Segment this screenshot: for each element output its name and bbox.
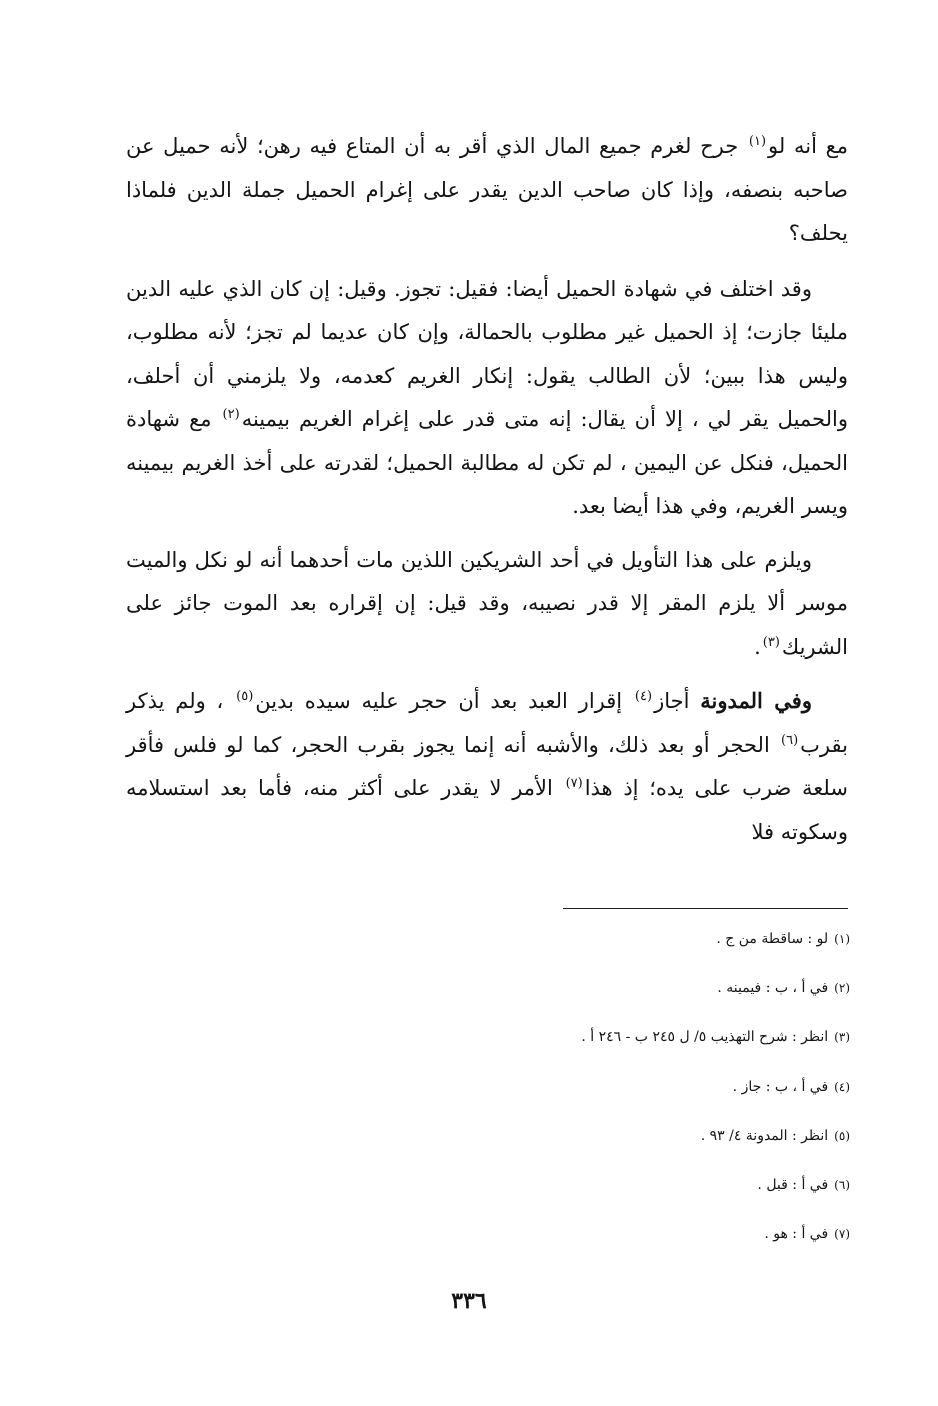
footnote-7: [250, 1217, 850, 1251]
paragraph-4-text-a: أجاز: [654, 689, 690, 713]
footnote-ref-6[interactable]: (٦): [781, 732, 799, 748]
paragraph-1-text-b: جرح لغرم جميع المال الذي أقر به أن المتاع فيه رهن؛ لأنه حميل عن صاحبه بنصفه، وإذا كان صاحب الدين يقدر على إغرام الحميل جملة الدين فلماذا يحلف؟: [126, 134, 848, 245]
paragraph-4-text-d: الحجر أو بعد ذلك، والأشبه أنه إنما يجوز بقرب الحجر، كما لو فلس فأقر سلعة ضرب على يده؛ إذ هذا: [126, 732, 848, 800]
footnote-text: في أ ، ب : فيمينه .: [717, 980, 829, 997]
paragraph-3-text-a: ويلزم على هذا التأويل في أحد الشريكين اللذين مات أحدهما أنه لو نكل والميت موسر ألا يلزم المقر إلا قدر نصيبه، وقد قيل: إن إقراره بعد الموت جائز على الشريك: [126, 547, 848, 659]
footnote-text: في أ : قبل .: [757, 1176, 829, 1193]
footnote-text: في أ ، ب : جاز .: [732, 1078, 829, 1095]
paragraph-4-text-e: الأمر لا يقدر على أكثر منه، فأما بعد استسلامه وسكوته فلا: [126, 776, 848, 844]
footnote-ref-1[interactable]: (١): [748, 134, 767, 149]
paragraph-2-text-a: وقد اختلف في شهادة الحميل أيضا: فقيل: تجوز. وقيل: إن كان الذي عليه الدين مليئا جازت؛ إذ الحميل غير مطلوب بالحمالة، وإن كان عديما لم تجز؛ لأنه مطلوب، وليس هذا ببين؛ لأن الطالب يقول: إنكار الغريم كعدمه، ولا يلزمني أن أحلف، والحميل يقر لي ، إلا أن يقال: إنه متى قدر على إغرام الغريم بيمينه: [126, 276, 848, 431]
paragraph-4-text-c: ، ولم يذكر بقرب: [126, 689, 848, 757]
footnote-number: (٧): [834, 1227, 850, 1242]
paragraph-4: [126, 679, 848, 854]
footnote-number: (٥): [834, 1128, 850, 1143]
main-text: [126, 125, 848, 854]
footnote-ref-4[interactable]: (٤): [634, 689, 653, 704]
footnote-1: [250, 922, 850, 956]
paragraph-3: [126, 539, 848, 670]
paragraph-2-text-b: مع شهادة الحميل، فنكل عن اليمين ، لم تكن له مطالبة الحميل؛ لقدرته على أخذ الغريم بيمينه ويسر الغريم، وفي هذا أيضا بعد.: [126, 407, 848, 518]
footnote-5: [250, 1119, 850, 1153]
footnote-text: انظر : شرح التهذيب ٥/ ل ٢٤٥ ب - ٢٤٦ أ .: [581, 1029, 829, 1046]
footnote-3: [250, 1020, 850, 1054]
footnote-ref-5[interactable]: (٥): [236, 689, 254, 704]
footnote-6: [250, 1168, 850, 1202]
footnote-number: (٢): [834, 981, 850, 996]
footnote-4: [250, 1070, 850, 1104]
footnote-ref-7[interactable]: (٧): [565, 776, 583, 791]
footnote-ref-2[interactable]: (٢): [222, 407, 240, 422]
paragraph-2: [126, 268, 848, 529]
mudawwana-heading: وفي المدونة: [700, 688, 812, 713]
footnote-number: (٤): [834, 1079, 850, 1094]
footnote-divider: [563, 908, 848, 909]
footnote-number: (٣): [834, 1030, 850, 1045]
page-number: ٣٣٦: [451, 1288, 487, 1314]
footnote-number: (٦): [834, 1177, 850, 1192]
footnote-text: في أ : هو .: [764, 1226, 829, 1243]
paragraph-1: [126, 125, 848, 256]
footnote-text: انظر : المدونة ٤/ ٩٣ .: [700, 1127, 829, 1144]
footnote-2: [250, 971, 850, 1005]
paragraph-3-text-b: .: [754, 634, 761, 659]
paragraph-1-text-a: مع أنه لو: [768, 134, 848, 158]
footnote-number: (١): [834, 932, 850, 946]
footnote-text: لو : ساقطة من ج .: [716, 931, 829, 947]
footnotes: [250, 922, 850, 1266]
footnote-ref-3[interactable]: (٣): [762, 634, 780, 650]
paragraph-4-text-b: إقرار العبد بعد أن حجر عليه سيده بدين: [255, 689, 623, 713]
